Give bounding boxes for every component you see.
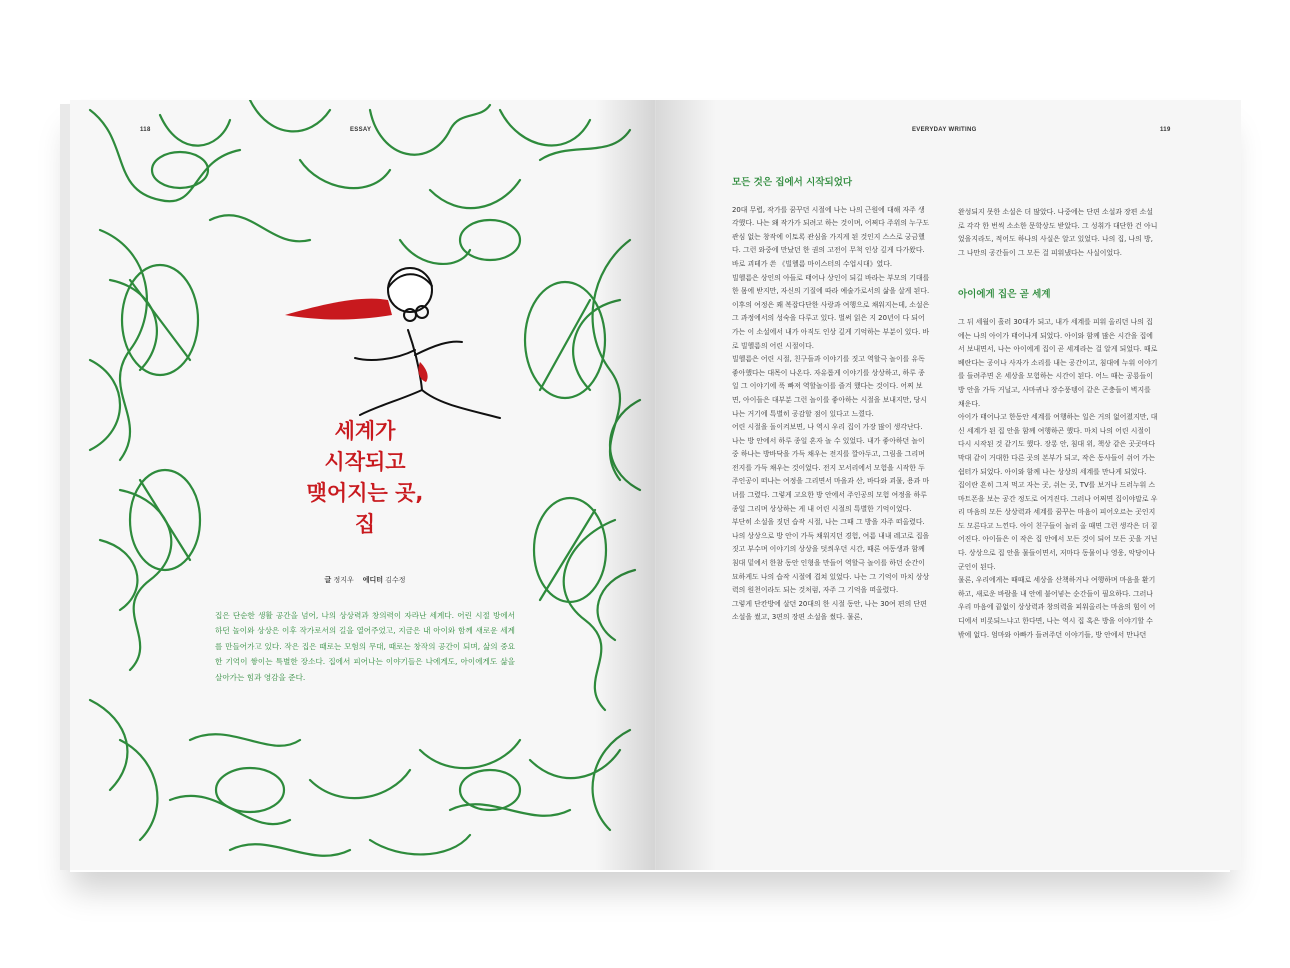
section-label-right: EVERYDAY WRITING (912, 127, 977, 133)
byline (270, 575, 460, 585)
article-title: 세계가 시작되고 맺어지는 곳, 집 (306, 419, 424, 536)
editor-name: 김수정 (385, 576, 406, 584)
paragraph: 부단히 소설을 짓던 습작 시절, 나는 그때 그 방을 자주 떠올렸다. 나의 상상으로 방 안이 가득 채워지던 경험, 여름 내내 레고로 집을 짓고 부수며 이야기의 상상을 덧씌우던 시간, 때론 여동생과 함께 침대 밑에서 한참 동안 인형을 만들어 역할극 놀이를 하던 순간이 묘하게도 나의 습작 시절에 겹쳐 있었다. 나는 그 기억이 마치 상상력의 원천이라도 되는 것처럼, 자주 그 기억을 떠올렸다. (732, 518, 930, 595)
writer-name: 정지우 (333, 576, 354, 584)
body-column-1 (732, 176, 930, 625)
paragraph: 어린 시절을 돌이켜보면, 나 역시 우리 집이 가장 많이 생각난다. 나는 방 안에서 하루 종일 혼자 놀 수 있었다. 내가 좋아하던 놀이 중 하나는 방바닥을 가득 채우는 전지를 깔아두고, 그림을 그리며 전지를 가득 채우는 것이었다. 전지 모서리에서 모험을 시작한 두 주인공이 떠나는 여정을 그리면서 마을과 산, 바다와 괴물, 용과 마녀를 그렸다. 그렇게 고요한 방 안에서 주인공의 모험 여정을 하루 종일 그리며 상상하는 게 내 어린 시절의 특별한 기억이었다. (732, 423, 930, 513)
page-number-right: 119 (1160, 127, 1171, 133)
gutter-shadow-left (595, 100, 655, 870)
paragraph: 집이란 흔히 그저 먹고 자는 곳, 쉬는 곳, TV를 보거나 드러누워 스마트폰을 보는 공간 정도로 여겨진다. 그러나 어쩌면 집이야말로 우리 마음의 모든 상상력과 세계를 꿈꾸는 마음이 피어오르는 곳인지도 모른다고 느낀다. 아이 친구들이 놀러 올 때면 그런 생각은 더 짙어진다. 아이들은 이 작은 집 안에서 모든 것이 되어 모든 곳을 거닌다. 상상으로 집 안을 물들이면서, 저마다 동물이나 영웅, 악당이나 군인이 된다. (958, 481, 1158, 571)
editor-label: 에디터 (362, 576, 383, 584)
section-label-left: ESSAY (350, 127, 372, 133)
page-number-left: 118 (140, 127, 151, 133)
paragraph: 아이가 태어나고 한동안 세계를 여행하는 일은 거의 없어졌지만, 대신 세계가 된 집 안을 함께 여행하곤 했다. 마치 나의 어린 시절이 다시 시작된 것 같기도 했다. 장롱 안, 침대 위, 책상 같은 곳곳마다 막대 같이 거대한 다른 곳의 본부가 되고, 작은 동사들이 쉬어 가는 쉼터가 되었다. 아이와 함께 나는 상상의 세계를 만나게 되었다. (958, 413, 1158, 476)
paragraph: 그렇게 단칸방에 살던 20대의 한 시절 동안, 나는 30여 편의 단편 소설을 썼고, 3편의 장편 소설을 썼다. 물론, (732, 599, 927, 622)
section-heading-2: 아이에게 집은 곧 세계 (958, 289, 1051, 301)
paragraph: 20대 무렵, 작가를 꿈꾸던 시절에 나는 나의 근원에 대해 자주 생각했다. 나는 왜 작가가 되려고 하는 것이며, 어쩌다 주위의 누구도 관심 없는 창작에 이토록 관심을 가지게 된 것인지 스스로 궁금했다. 그런 와중에 만났던 한 권의 고전이 무척 인상 깊게 다가왔다. 바로 괴테가 쓴 《빌헬름 마이스터의 수업시대》였다. (732, 205, 930, 268)
paragraph: 그 뒤 세월이 흘러 30대가 되고, 내가 세계를 피워 올리던 나의 집에는 나의 아이가 태어나게 되었다. 아이와 함께 많은 시간을 집에서 보내면서, 나는 아이에게 집이 곧 세계라는 걸 알게 되었다. 때로 베란다는 공이나 사자가 소리를 내는 공간이고, 침대에 누워 이야기를 들려주면 온 세상을 모험하는 시간이 된다. 어느 때는 공룡들이 방 안을 가득 거닐고, 사마귀나 장수풍뎅이 같은 곤충들이 벽지를 채운다. (958, 317, 1158, 408)
paragraph: 물론, 우리에게는 때때로 세상을 산책하거나 여행하며 마음을 환기하고, 새로운 바람을 내 안에 불어넣는 순간들이 필요하다. 그러나 우리 마음에 끝없이 상상력과 창의력을 피워올리는 마음의 힘이 어디에서 비롯되느냐고 한다면, 나는 역시 집 혹은 방을 이야기할 수밖에 없다. 엄마와 아빠가 들려주던 이야기들, 방 안에서 만나던 (958, 576, 1156, 639)
paragraph: 빌헬름은 어린 시절, 친구들과 이야기를 짓고 역할극 놀이를 유독 좋아했다는 대목이 나온다. 자유롭게 이야기를 상상하고, 하루 종일 그 이야기에 푹 빠져 역할놀이를 즐겨 했다는 것이다. 어찌 보면, 아이들은 대부분 그런 놀이를 좋아하는 시절을 보내지만, 당시 나는 거기에 특별히 공감할 점이 있다고 느꼈다. (732, 355, 927, 418)
right-page (656, 100, 1241, 870)
paragraph: 완성되지 못한 소설은 더 많았다. 나중에는 단편 소설과 장편 소설로 각각 한 번씩 소소한 문학상도 받았다. 그 성취가 대단한 건 아니었을지라도, 적어도 하나의 사실은 알고 있었다. 나의 집, 나의 방, 그 나만의 공간들이 그 모든 걸 피워냈다는 사실이었다. (958, 208, 1158, 257)
body-column-2 (958, 206, 1158, 642)
lede-paragraph: 집은 단순한 생활 공간을 넘어, 나의 상상력과 창의력이 자라난 세계다. 어린 시절 방에서 하던 놀이와 상상은 이후 작가로서의 길을 열어주었고, 지금은 내 아이와 함께 새로운 세계를 만들어가고 있다. 작은 집은 때로는 모험의 무대, 때로는 창작의 공간이 되며, 삶의 중요한 기억이 쌓이는 특별한 장소다. 집에서 피어나는 이야기들은 나에게도, 아이에게도 삶을 살아가는 힘과 영감을 준다. (215, 611, 515, 682)
gutter-shadow-right (656, 100, 716, 870)
paragraph: 빌헬름은 상인의 아들로 태어나 상인이 되길 바라는 부모의 기대를 한 몸에 받지만, 자신의 기질에 따라 예술가로서의 삶을 살게 된다. 이후의 여정은 꽤 복잡다단한 사랑과 여행으로 채워지는데, 소설은 그 과정에서의 성숙을 다루고 있다. 벌써 읽은 지 20년이 다 되어가는 이 소설에서 내가 아직도 인상 깊게 기억하는 부분이 있다. 바로 빌헬름의 어린 시절이다. (732, 273, 930, 350)
flying-character-illustration (285, 268, 500, 418)
left-page (70, 100, 656, 870)
writer-label: 글 (324, 576, 332, 584)
section-heading-1: 모든 것은 집에서 시작되었다 (732, 177, 853, 188)
